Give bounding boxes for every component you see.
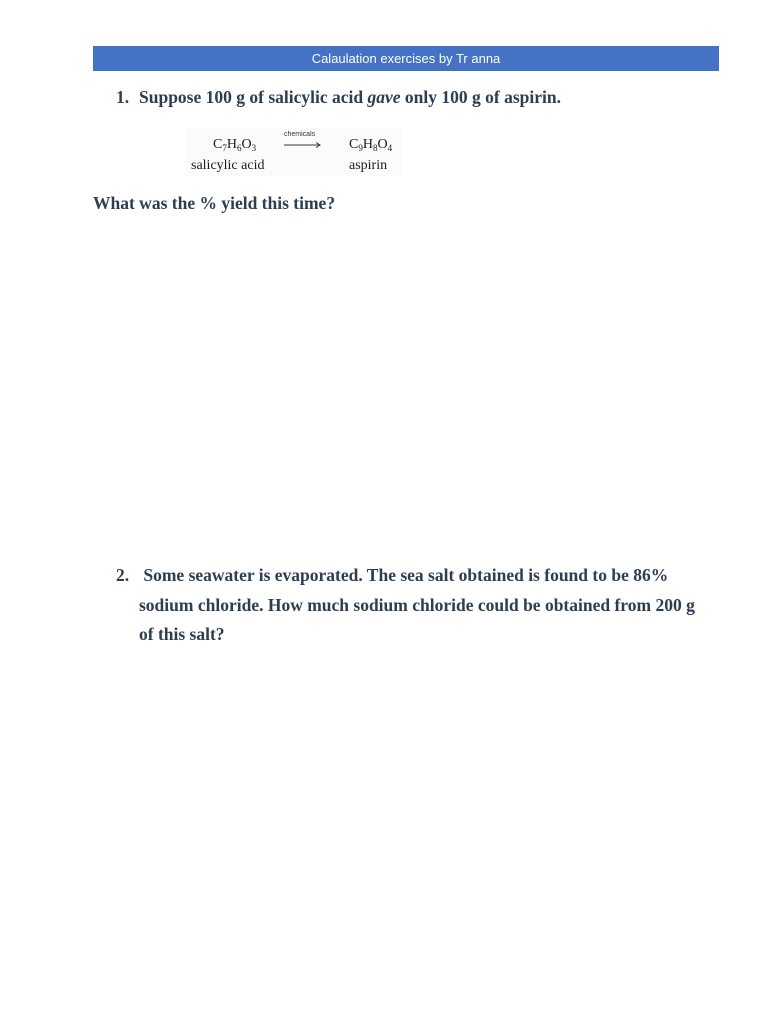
question-1	[116, 86, 716, 108]
question-1-text-start: Suppose 100 g of salicylic acid	[139, 87, 368, 107]
reactant-formula: $C_7H_6O_3$	[213, 137, 257, 153]
reaction-equation-image	[186, 128, 402, 176]
reactant-name: salicylic acid	[191, 158, 265, 173]
question-1-number: 1.	[116, 87, 130, 107]
product-name: aspirin	[349, 158, 388, 173]
question-2-line-3: of this salt?	[139, 624, 225, 644]
question-2-line-2: sodium chloride. How much sodium chloride could be obtained from 200 g	[139, 594, 695, 615]
reaction-arrow-icon	[284, 141, 322, 149]
question-2-number: 2.	[116, 565, 130, 585]
yield-question: What was the % yield this time?	[93, 193, 336, 213]
question-2	[116, 561, 722, 650]
document-title-bar	[93, 46, 719, 71]
question-1-text-italic: gave	[367, 87, 401, 107]
question-2-line-1: 2. Some seawater is evaporated. The sea salt obtained is found to be 86%	[116, 561, 722, 591]
question-1-text-end: only 100 g of aspirin.	[400, 87, 561, 107]
arrow-label: chemicals	[284, 131, 316, 138]
product-formula: $C_9H_8O_4$	[349, 137, 393, 153]
document-title: Calaulation exercises by Tr anna	[311, 51, 501, 66]
